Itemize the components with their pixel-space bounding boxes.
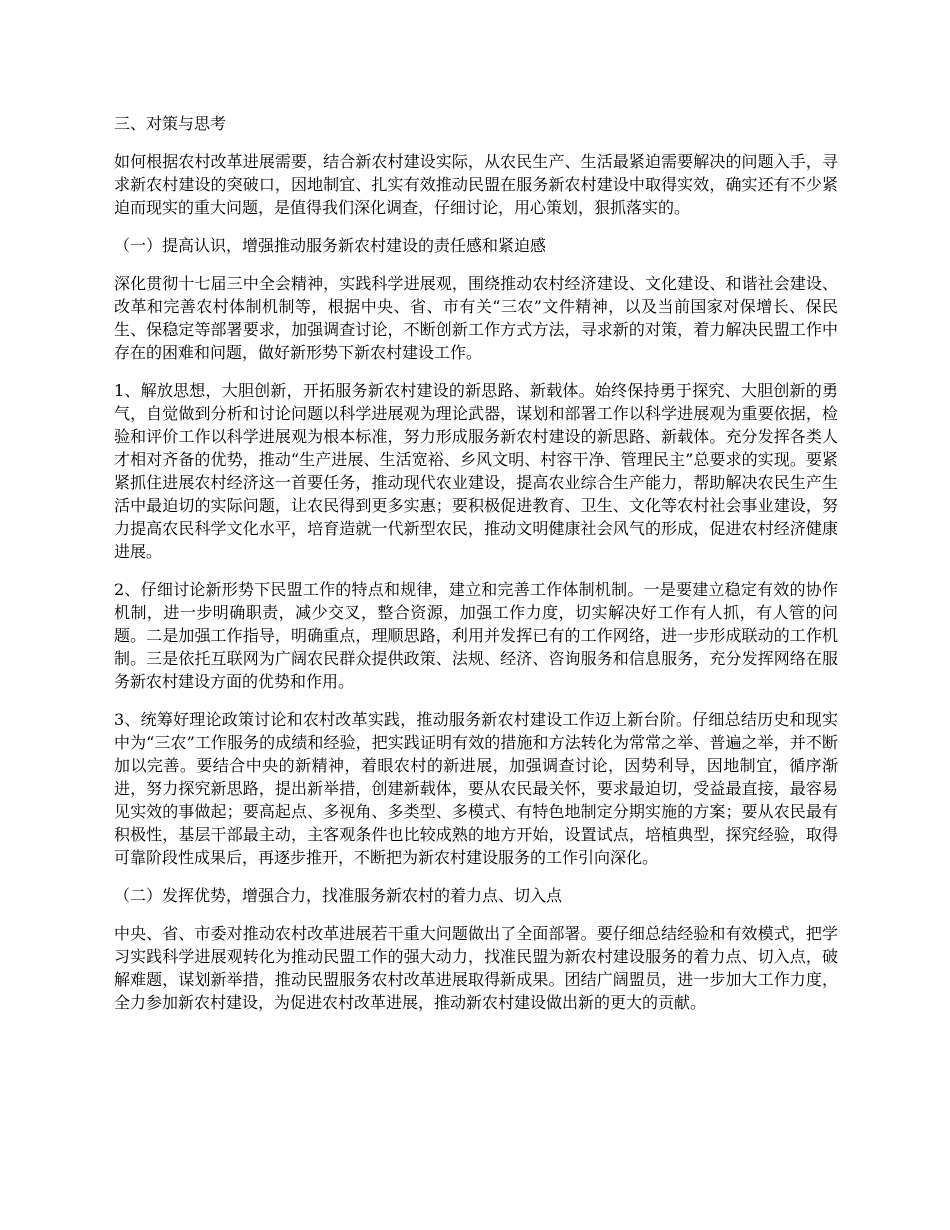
list-item-1: 1、解放思想，大胆创新，开拓服务新农村建设的新思路、新载体。始终保持勇于探究、大胆创新的勇气，自觉做到分析和讨论问题以科学进展观为理论武器，谋划和部署工作以科学进展观为重要依据，检验和评价工作以科学进展观为根本标准，努力形成服务新农村建设的新思路、新载体。充分发挥各类人才相对齐备的优势，推动“生产进展、生活宽裕、乡风文明、村容干净、管理民主”总要求的实现。要紧紧抓住进展农村经济这一首要任务，推动现代农业建设，提高农业综合生产能力，帮助解决农民生产生活中最迫切的实际问题，让农民得到更多实惠；要积极促进教育、卫生、文化等农村社会事业建设，努力提高农民科学文化水平，培育造就一代新型农民，推动文明健康社会风气的形成，促进农村经济健康进展。: [114, 381, 838, 561]
list-item-2: 2、仔细讨论新形势下民盟工作的特点和规律，建立和完善工作体制机制。一是要建立稳定有效的协作机制，进一步明确职责，减少交叉，整合资源，加强工作力度，切实解决好工作有人抓，有人管的问题。二是加强工作指导，明确重点，理顺思路，利用并发挥已有的工作网络，进一步形成联动的工作机制。三是依托互联网为广阔农民群众提供政策、法规、经济、咨询服务和信息服务，充分发挥网络在服务新农村建设方面的优势和作用。: [114, 580, 838, 691]
subsection-title-1: （一）提高认识，增强推动服务新农村建设的责任感和紧迫感: [114, 236, 547, 255]
subsection-2-paragraph: 中央、省、市委对推动农村改革进展若干重大问题做出了全面部署。要仔细总结经验和有效模式，把学习实践科学进展观转化为推动民盟工作的强大动力，找准民盟为新农村建设服务的着力点、切入点，破解难题，谋划新举措，推动民盟服务农村改革进展取得新成果。团结广阔盟员，进一步加大工作力度，全力参加新农村建设，为促进农村改革进展，推动新农村建设做出新的更大的贡献。: [114, 924, 838, 1012]
section-title: 三、对策与思考: [114, 114, 227, 133]
document-page: [114, 112, 838, 1029]
intro-paragraph: 如何根据农村改革进展需要，结合新农村建设实际，从农民生产、生活最紧迫需要解决的问题入手，寻求新农村建设的突破口，因地制宜、扎实有效推动民盟在服务新农村建设中取得实效，确实还有不少紧迫而现实的重大问题，是值得我们深化调查，仔细讨论，用心策划，狠抓落实的。: [114, 152, 838, 217]
subsection-1-paragraph: 深化贯彻十七届三中全会精神，实践科学进展观，围绕推动农村经济建设、文化建设、和谐社会建设、改革和完善农村体制机制等，根据中央、省、市有关“三农”文件精神，以及当前国家对保增长、保民生、保稳定等部署要求，加强调查讨论，不断创新工作方式方法，寻求新的对策，着力解决民盟工作中存在的困难和问题，做好新形势下新农村建设工作。: [114, 274, 838, 362]
list-item-3: 3、统筹好理论政策讨论和农村改革实践，推动服务新农村建设工作迈上新台阶。仔细总结历史和现实中为“三农”工作服务的成绩和经验，把实践证明有效的措施和方法转化为常常之举、普遍之举，并不断加以完善。要结合中央的新精神，着眼农村的新进展，加强调查讨论，因势利导，因地制宜，循序渐进，努力探究新思路，提出新举措，创建新载体，要从农民最关怀，要求最迫切，受益最直接，最容易见实效的事做起；要高起点、多视角、多类型、多模式、有特色地制定分期实施的方案；要从农民最有积极性，基层干部最主动，主客观条件也比较成熟的地方开始，设置试点，培植典型，探究经验，取得可靠阶段性成果后，再逐步推开，不断把为新农村建设服务的工作引向深化。: [114, 710, 838, 867]
subsection-title-2: （二）发挥优势，增强合力，找准服务新农村的着力点、切入点: [114, 886, 563, 905]
